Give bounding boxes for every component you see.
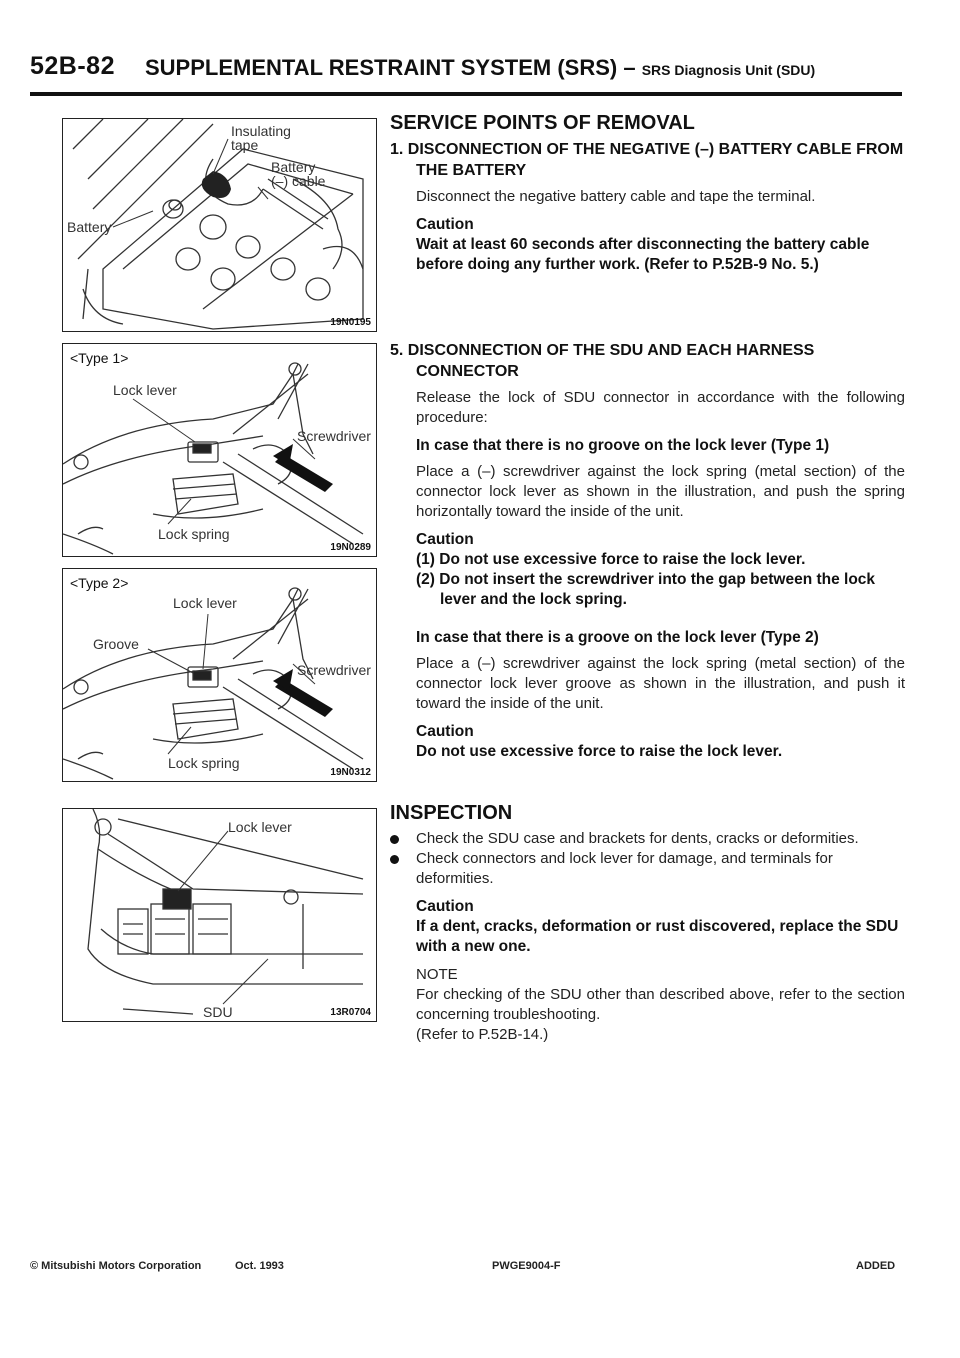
inspection-list: [390, 829, 905, 889]
figure-sdu: [62, 808, 377, 1022]
figure-code: 19N0195: [330, 317, 371, 328]
label-battery: Battery: [67, 219, 112, 235]
inspection-heading: INSPECTION: [390, 802, 513, 824]
section-title: [145, 55, 815, 81]
label-negative-cable: (–) cable: [271, 173, 326, 189]
figure-code: 13R0704: [330, 1007, 371, 1018]
item5-body: Release the lock of SDU connector in accordance with the following procedure:: [416, 389, 905, 426]
label-sdu: SDU: [203, 1004, 233, 1020]
label-battery-cable: Battery: [271, 159, 316, 175]
item5-section: [390, 340, 905, 762]
item1-caution-label: Caution: [416, 216, 474, 233]
item5-caution2-text: Do not use excessive force to raise the lock lever.: [416, 743, 783, 760]
figure-battery: [62, 118, 377, 332]
item5-caution-label: Caution: [416, 531, 474, 548]
inspection-caution-text: If a dent, cracks, deformation or rust discovered, replace the SDU with a new one.: [416, 918, 899, 955]
sdu-illustration: [63, 809, 376, 1021]
footer-status: ADDED: [856, 1260, 896, 1272]
inspection-caution-label: Caution: [416, 898, 474, 915]
list-item: [390, 829, 905, 849]
label-tape: tape: [231, 137, 259, 153]
footer-doc-code: PWGE9004-F: [492, 1260, 561, 1272]
label-lock-spring: Lock spring: [168, 755, 240, 771]
label-lock-lever: Lock lever: [113, 382, 177, 398]
page-number: 52B-82: [30, 52, 115, 80]
label-lock-lever: Lock lever: [228, 819, 292, 835]
figure-code: 19N0289: [330, 542, 371, 553]
type1-illustration: [63, 344, 376, 556]
figure-code: 19N0312: [330, 767, 371, 778]
figure-type-label: <Type 2>: [70, 575, 129, 591]
item5-heading: 5. DISCONNECTION OF THE SDU AND EACH HARNESS CONNECTOR: [390, 342, 815, 380]
service-heading: SERVICE POINTS OF REMOVAL: [390, 112, 695, 134]
list-item: [390, 849, 905, 889]
service-points-section: [390, 113, 905, 275]
label-screwdriver: Screwdriver: [297, 428, 371, 444]
bullet-icon: [390, 835, 399, 844]
page-header: [30, 52, 902, 96]
label-lock-spring: Lock spring: [158, 526, 230, 542]
bullet-text: Check connectors and lock lever for damage, and terminals for deformities.: [416, 850, 833, 887]
section-title-main: SUPPLEMENTAL RESTRAINT SYSTEM (SRS): [145, 55, 618, 80]
type2-body: Place a (–) screwdriver against the lock spring (metal section) of the connector lock lever groove as shown in the illustration, and push it toward the inside of the unit.: [416, 655, 905, 712]
item5-caution-list: [390, 550, 905, 610]
note-text: For checking of the SDU other than described above, refer to the section concerning troubleshooting.: [416, 986, 905, 1023]
item1-heading: 1. DISCONNECTION OF THE NEGATIVE (–) BATTERY CABLE FROM THE BATTERY: [390, 141, 904, 179]
label-insulating: Insulating: [231, 123, 291, 139]
type1-heading: In case that there is no groove on the lock lever (Type 1): [416, 437, 830, 454]
footer-copyright: © Mitsubishi Motors Corporation: [30, 1260, 202, 1272]
label-screwdriver: Screwdriver: [297, 662, 371, 678]
item1-body: Disconnect the negative battery cable and tape the terminal.: [416, 188, 816, 205]
type2-heading: In case that there is a groove on the lock lever (Type 2): [416, 629, 819, 646]
note-reference: (Refer to P.52B-14.): [416, 1026, 549, 1043]
figure-type2: [62, 568, 377, 782]
label-groove: Groove: [93, 636, 139, 652]
note-label: NOTE: [416, 966, 458, 983]
section-subtitle: SRS Diagnosis Unit (SDU): [641, 62, 816, 78]
figure-type1: [62, 343, 377, 557]
footer-date: Oct. 1993: [235, 1260, 284, 1272]
item1-caution-text: Wait at least 60 seconds after disconnecting the battery cable before doing any further work. (Refer to P.52B-9 No. 5.): [416, 236, 870, 273]
bullet-text: Check the SDU case and brackets for dents, cracks or deformities.: [416, 830, 859, 847]
figure-type-label: <Type 1>: [70, 350, 129, 366]
title-dash: –: [623, 55, 636, 80]
caution-item-2: (2) Do not insert the screwdriver into the gap between the lock lever and the lock spring.: [416, 571, 876, 608]
item5-caution2-label: Caution: [416, 723, 474, 740]
label-lock-lever: Lock lever: [173, 595, 237, 611]
caution-item-1: (1) Do not use excessive force to raise the lock lever.: [416, 551, 806, 568]
bullet-icon: [390, 855, 399, 864]
inspection-section: [390, 803, 905, 1045]
type1-body: Place a (–) screwdriver against the lock spring (metal section) of the connector lock lever as shown in the illustration, and push the spring horizontally toward the inside of the unit.: [416, 463, 905, 520]
